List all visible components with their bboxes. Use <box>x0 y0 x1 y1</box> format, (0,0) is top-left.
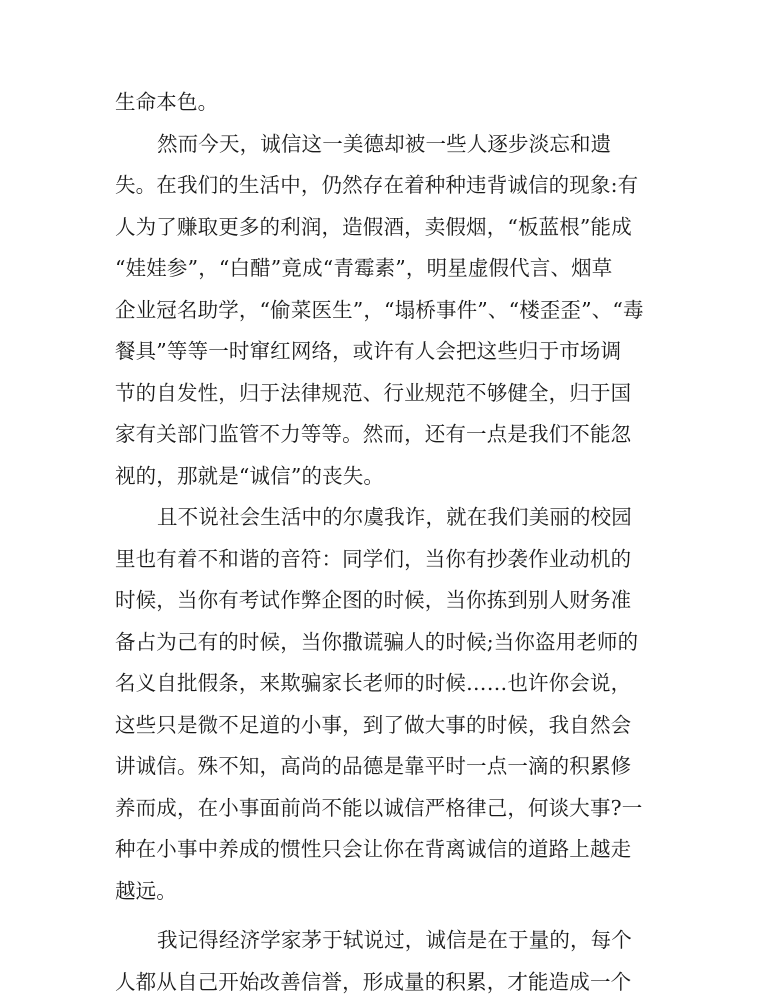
text-line: 家有关部门监管不力等等。然而，还有一点是我们不能忽 <box>115 414 655 456</box>
text-line: 失。在我们的生活中，仍然存在着种种违背诚信的现象:有 <box>115 165 655 207</box>
text-line: 人都从自己开始改善信誉，形成量的积累，才能造成一个 <box>115 962 655 1003</box>
text-line: 这些只是微不足道的小事，到了做大事的时候，我自然会 <box>115 705 655 747</box>
text-line: 备占为己有的时候，当你撒谎骗人的时候;当你盗用老师的 <box>115 622 655 664</box>
document-body <box>115 82 655 1003</box>
paragraph-3 <box>115 497 655 912</box>
text-line: 企业冠名助学，“偷菜医生”，“塌桥事件”、“楼歪歪”、“毒 <box>115 290 655 332</box>
text-line: 生命本色。 <box>115 82 655 124</box>
text-line: 人为了赚取更多的利润，造假酒，卖假烟，“板蓝根”能成 <box>115 207 655 249</box>
text-line: 种在小事中养成的惯性只会让你在背离诚信的道路上越走 <box>115 829 655 871</box>
text-line: 且不说社会生活中的尔虞我诈，就在我们美丽的校园 <box>115 497 655 539</box>
text-line: 讲诚信。殊不知，高尚的品德是靠平时一点一滴的积累修 <box>115 746 655 788</box>
text-line: “娃娃参”，“白醋”竟成“青霉素”，明星虚假代言、烟草 <box>115 248 655 290</box>
text-line: 里也有着不和谐的音符：同学们，当你有抄袭作业动机的 <box>115 539 655 581</box>
text-line: 我记得经济学家茅于轼说过，诚信是在于量的，每个 <box>115 920 655 962</box>
text-line: 节的自发性，归于法律规范、行业规范不够健全，归于国 <box>115 373 655 415</box>
text-line: 养而成，在小事面前尚不能以诚信严格律己，何谈大事?一 <box>115 788 655 830</box>
paragraph-2 <box>115 124 655 498</box>
paragraph-4 <box>115 920 655 1003</box>
text-line: 视的，那就是“诚信”的丧失。 <box>115 456 655 498</box>
text-line: 越远。 <box>115 871 655 913</box>
paragraph-1 <box>115 82 655 124</box>
text-line: 名义自批假条，来欺骗家长老师的时候……也许你会说， <box>115 663 655 705</box>
paragraph-spacer <box>115 912 655 920</box>
text-line: 餐具”等等一时窜红网络，或许有人会把这些归于市场调 <box>115 331 655 373</box>
text-line: 然而今天，诚信这一美德却被一些人逐步淡忘和遗 <box>115 124 655 166</box>
text-line: 时候，当你有考试作弊企图的时候，当你拣到别人财务准 <box>115 580 655 622</box>
